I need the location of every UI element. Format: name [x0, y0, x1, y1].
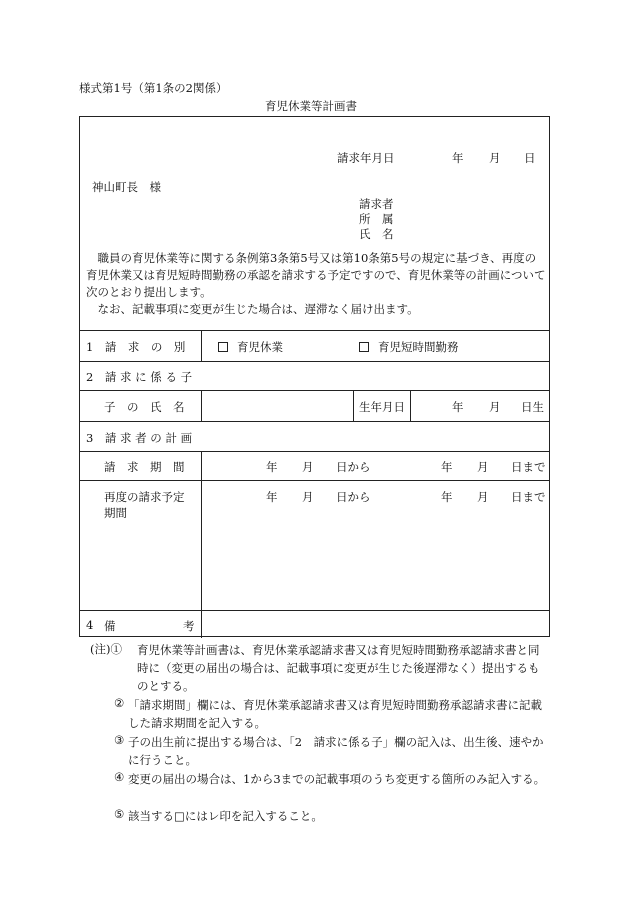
request-date-label: 請求年月日 [337, 151, 395, 165]
note-text-2: 「請求期間」欄には、育児休業承認請求書又は育児短時間勤務承認請求書に記載した請求期間を記入する。 [128, 698, 542, 730]
remarks-label-char1: 備 [104, 619, 116, 633]
divider [80, 480, 549, 481]
option-short-hours[interactable] [359, 339, 459, 355]
birth-date-label: 生年月日 [359, 400, 405, 414]
divider [80, 330, 549, 331]
divider [201, 390, 202, 421]
request-period-from-month: 月 [302, 460, 314, 474]
requester-affiliation-label: 所 属 [359, 212, 394, 226]
form-table [79, 116, 550, 637]
form-number: 様式第1号（第1条の2関係） [79, 81, 228, 95]
note-text-4: 変更の届出の場合は、1から3までの記載事項のうち変更する箇所のみ記入する。 [128, 772, 546, 786]
child-name-label: 子 の 氏 名 [104, 400, 185, 414]
option-short-hours-label: 育児短時間勤務 [378, 340, 459, 354]
divider [201, 330, 202, 361]
request-date-year: 年 [452, 151, 464, 165]
planned-period-from-month: 月 [302, 490, 314, 504]
planned-period-to-year: 年 [441, 490, 453, 504]
declaration-paragraph: 職員の育児休業等に関する条例第3条第5号又は第10条第5号の規定に基づき、再度の育児休業又は育児短時間勤務の承認を請求する予定ですので、育児休業等の計画について次のとおり提出します。 [86, 251, 546, 299]
planned-period-from-year: 年 [266, 490, 278, 504]
request-date-month: 月 [489, 151, 501, 165]
birth-month: 月 [489, 400, 501, 414]
request-period-from-suffix: 日から [336, 460, 371, 474]
request-period-to-year: 年 [441, 460, 453, 474]
form-title: 育児休業等計画書 [265, 99, 357, 113]
divider [80, 361, 549, 362]
note-text-1: 育児休業等計画書は、育児休業承認請求書又は育児短時間勤務承認請求書と同時に（変更の届出の場合は、記載事項に変更が生じた後遅滞なく）提出するものとする。 [137, 643, 540, 693]
note-marker-5: ⑤ [114, 807, 125, 821]
remarks-label-char2: 考 [183, 619, 195, 633]
child-section-label: 2 請 求 に 係 る 子 [86, 370, 193, 384]
divider [201, 451, 202, 610]
divider [80, 421, 549, 422]
planned-period-label-2: 期間 [104, 506, 127, 520]
divider [80, 390, 549, 391]
note-marker-2: ② [114, 696, 125, 710]
option-childcare-leave-label: 育児休業 [237, 340, 283, 354]
note-marker-3: ③ [114, 733, 125, 747]
planned-period-to-suffix: 日まで [511, 490, 546, 504]
divider [80, 610, 549, 611]
note-marker-4: ④ [114, 770, 125, 784]
note-text-5: 該当する□にはレ印を記入すること。 [128, 809, 323, 823]
request-date-day: 日 [524, 151, 536, 165]
request-period-to-month: 月 [477, 460, 489, 474]
note-text-3: 子の出生前に提出する場合は、「2 請求に係る子」欄の記入は、出生後、速やかに行うこと。 [128, 735, 544, 767]
note-marker-1: (注)① [90, 642, 122, 656]
planned-period-from-suffix: 日から [336, 490, 371, 504]
checkbox[interactable] [359, 342, 369, 352]
birth-year: 年 [452, 400, 464, 414]
plan-section-label: 3 請 求 者 の 計 画 [86, 431, 193, 445]
request-type-label: 1 請 求 の 別 [86, 340, 186, 354]
remarks-number: 4 [86, 618, 94, 632]
birth-day: 日生 [521, 400, 544, 414]
request-period-to-suffix: 日まで [511, 460, 546, 474]
remarks-field[interactable] [206, 613, 546, 635]
request-period-from-year: 年 [266, 460, 278, 474]
requester-name-label: 氏 名 [359, 227, 394, 241]
divider [353, 390, 354, 421]
planned-period-label-1: 再度の請求予定 [104, 490, 185, 504]
checkbox[interactable] [218, 342, 228, 352]
planned-period-to-month: 月 [477, 490, 489, 504]
addressee: 神山町長 様 [92, 180, 161, 194]
divider [201, 610, 202, 638]
request-period-label: 請 求 期 間 [104, 460, 185, 474]
divider [80, 451, 549, 452]
declaration-note: なお、記載事項に変更が生じた場合は、遅滞なく届け出ます。 [86, 302, 419, 316]
option-childcare-leave[interactable] [218, 339, 283, 355]
divider [410, 390, 411, 421]
requester-label: 請求者 [359, 197, 394, 211]
